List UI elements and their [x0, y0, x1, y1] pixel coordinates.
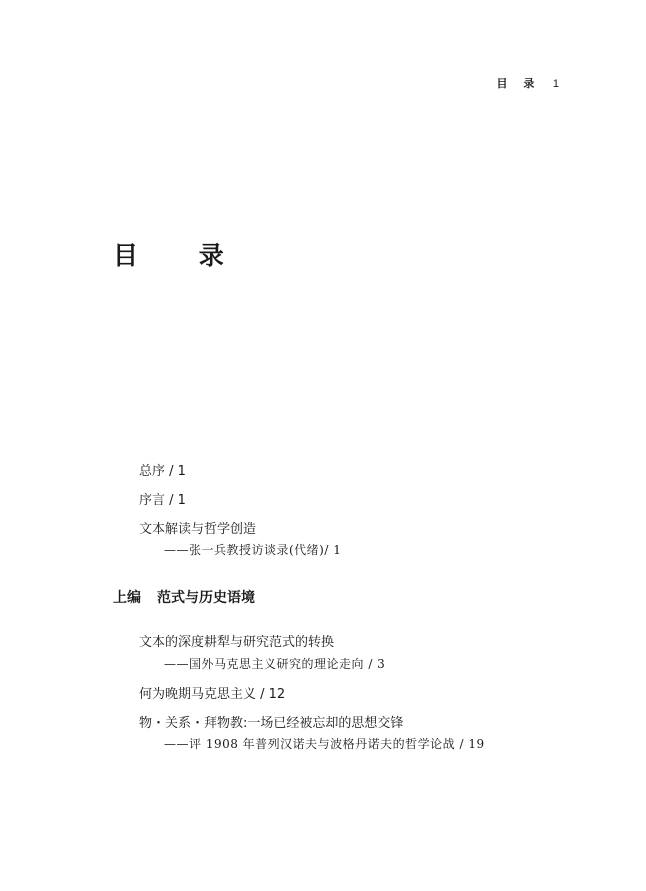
toc-entry-3-subtitle: ——评 1908 年普列汉诺夫与波格丹诺夫的哲学论战 / 19	[164, 737, 485, 751]
toc-entry-1-title: 文本的深度耕犁与研究范式的转换	[139, 635, 335, 650]
toc-entry-preface: 序言 / 1	[139, 493, 186, 508]
toc-entry-interview-subtitle: ——张一兵教授访谈录(代绪)/ 1	[164, 543, 342, 557]
running-head-title: 目 录	[496, 77, 541, 90]
toc-entry-2-title: 何为晚期马克思主义 / 12	[139, 687, 286, 702]
section-heading	[113, 587, 255, 607]
toc-entry-1-subtitle: ——国外马克思主义研究的理论走向 / 3	[164, 657, 386, 671]
page-number: 1	[552, 78, 560, 90]
page-title: 目 录	[113, 241, 250, 270]
section-label: 上编	[113, 590, 141, 606]
running-head	[497, 75, 560, 91]
toc-entry-interview-title: 文本解读与哲学创造	[139, 522, 257, 537]
section-title: 范式与历史语境	[157, 590, 255, 606]
toc-entry-3-title: 物・关系・拜物教:一场已经被忘却的思想交锋	[139, 716, 404, 731]
toc-entry-general-preface: 总序 / 1	[139, 464, 186, 479]
